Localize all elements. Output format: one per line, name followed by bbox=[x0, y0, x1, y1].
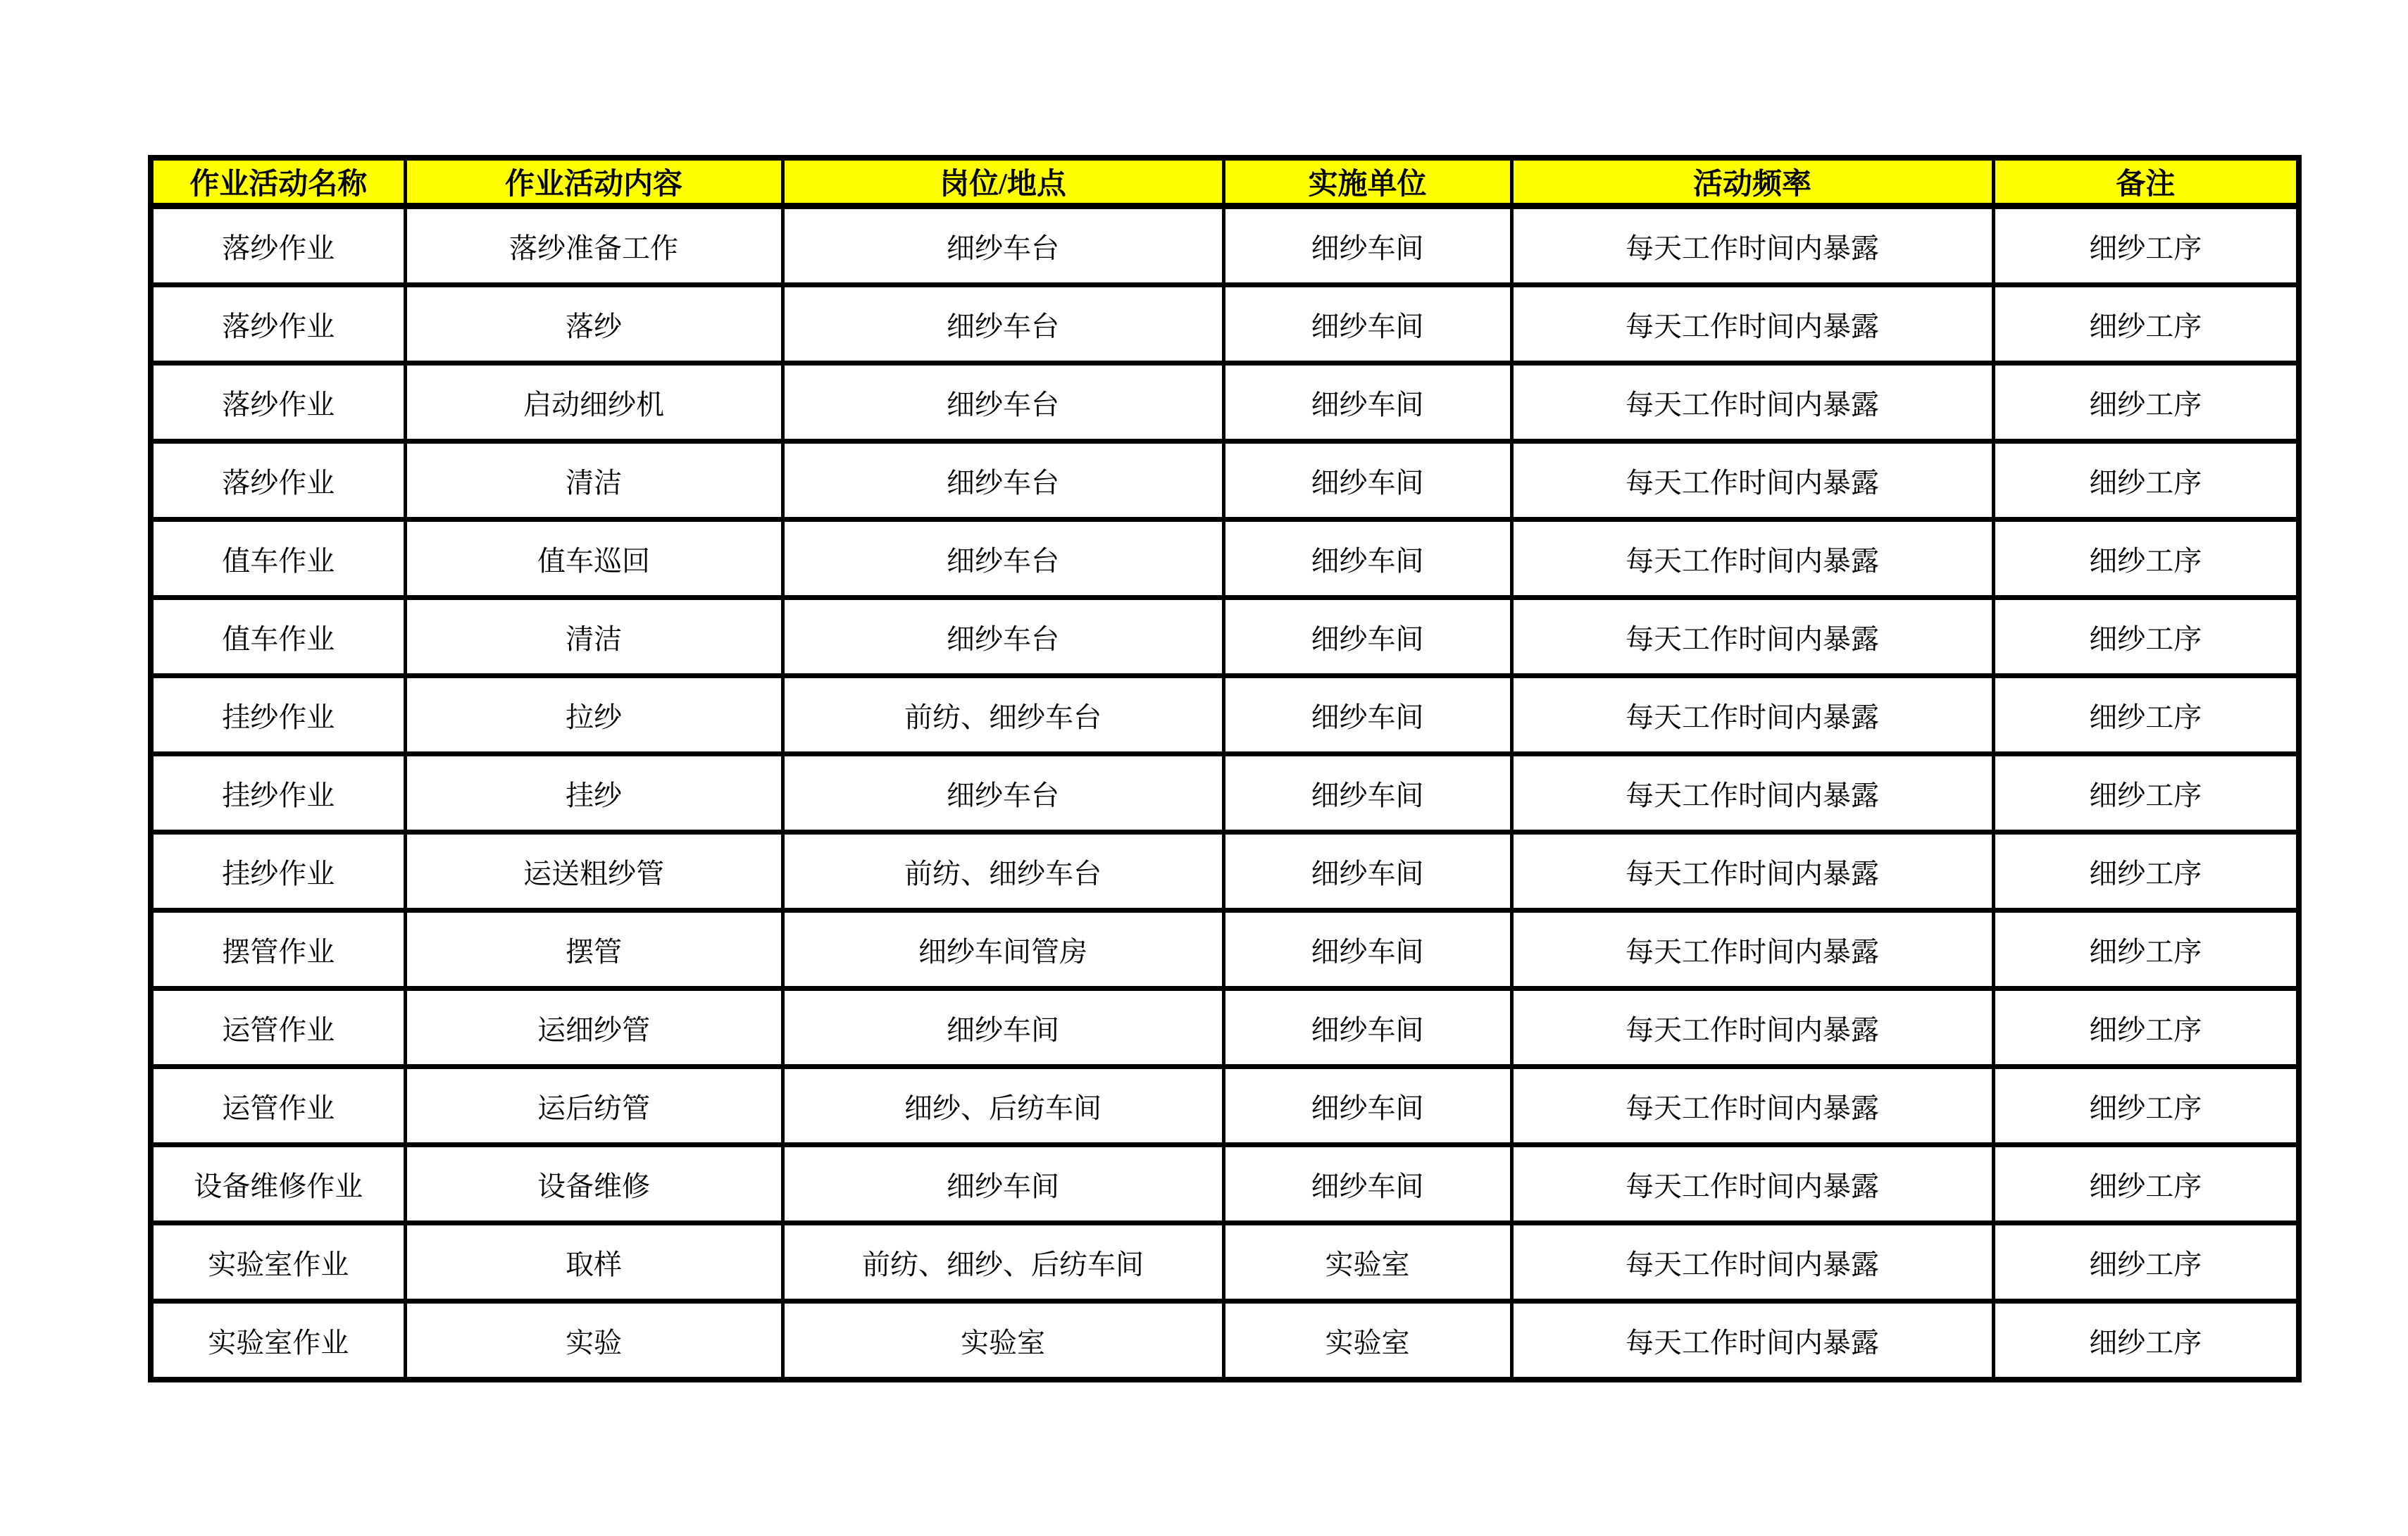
table-cell: 细纱车间 bbox=[782, 1145, 1223, 1223]
table-cell: 前纺、细纱、后纺车间 bbox=[782, 1223, 1223, 1301]
table-row bbox=[151, 598, 2299, 676]
table-cell: 细纱车间 bbox=[1223, 989, 1511, 1067]
table-cell: 每天工作时间内暴露 bbox=[1511, 1301, 1993, 1380]
header-row bbox=[151, 158, 2299, 206]
table-header bbox=[151, 158, 2299, 206]
table-cell: 细纱工序 bbox=[1993, 1145, 2299, 1223]
table-cell: 每天工作时间内暴露 bbox=[1511, 1067, 1993, 1145]
header-cell-col5: 活动频率 bbox=[1511, 158, 1993, 206]
table-cell: 细纱工序 bbox=[1993, 754, 2299, 832]
table-cell: 实验 bbox=[405, 1301, 782, 1380]
header-cell-col1: 作业活动名称 bbox=[151, 158, 405, 206]
table-cell: 细纱工序 bbox=[1993, 520, 2299, 598]
table-cell: 细纱工序 bbox=[1993, 285, 2299, 363]
table-cell: 每天工作时间内暴露 bbox=[1511, 676, 1993, 754]
table-cell: 细纱车间 bbox=[782, 989, 1223, 1067]
table-cell: 细纱车台 bbox=[782, 442, 1223, 520]
table-cell: 细纱工序 bbox=[1993, 989, 2299, 1067]
table-cell: 细纱车台 bbox=[782, 285, 1223, 363]
table-cell: 运管作业 bbox=[151, 1067, 405, 1145]
table-row bbox=[151, 911, 2299, 989]
table-cell: 细纱工序 bbox=[1993, 676, 2299, 754]
work-activity-table bbox=[148, 155, 2302, 1382]
table-cell: 细纱车间 bbox=[1223, 363, 1511, 442]
table-row bbox=[151, 363, 2299, 442]
table-cell: 实验室作业 bbox=[151, 1223, 405, 1301]
table-cell: 细纱工序 bbox=[1993, 1067, 2299, 1145]
table-cell: 设备维修作业 bbox=[151, 1145, 405, 1223]
work-activity-table-container bbox=[148, 155, 2302, 1382]
table-cell: 挂纱作业 bbox=[151, 832, 405, 911]
table-cell: 细纱工序 bbox=[1993, 911, 2299, 989]
table-cell: 运后纺管 bbox=[405, 1067, 782, 1145]
table-cell: 细纱车台 bbox=[782, 754, 1223, 832]
table-row bbox=[151, 754, 2299, 832]
table-row bbox=[151, 832, 2299, 911]
table-cell: 值车作业 bbox=[151, 598, 405, 676]
table-cell: 细纱车间管房 bbox=[782, 911, 1223, 989]
table-cell: 实验室 bbox=[1223, 1223, 1511, 1301]
table-cell: 落纱作业 bbox=[151, 285, 405, 363]
table-row bbox=[151, 1067, 2299, 1145]
table-cell: 落纱准备工作 bbox=[405, 206, 782, 285]
table-cell: 挂纱 bbox=[405, 754, 782, 832]
table-cell: 每天工作时间内暴露 bbox=[1511, 754, 1993, 832]
table-cell: 取样 bbox=[405, 1223, 782, 1301]
table-cell: 值车巡回 bbox=[405, 520, 782, 598]
table-cell: 细纱车间 bbox=[1223, 832, 1511, 911]
table-cell: 清洁 bbox=[405, 442, 782, 520]
header-cell-col6: 备注 bbox=[1993, 158, 2299, 206]
table-cell: 细纱车间 bbox=[1223, 754, 1511, 832]
table-cell: 运送粗纱管 bbox=[405, 832, 782, 911]
table-cell: 运管作业 bbox=[151, 989, 405, 1067]
table-cell: 每天工作时间内暴露 bbox=[1511, 989, 1993, 1067]
table-cell: 细纱工序 bbox=[1993, 1223, 2299, 1301]
table-row bbox=[151, 989, 2299, 1067]
table-cell: 挂纱作业 bbox=[151, 754, 405, 832]
table-cell: 细纱车间 bbox=[1223, 520, 1511, 598]
table-cell: 启动细纱机 bbox=[405, 363, 782, 442]
header-cell-col4: 实施单位 bbox=[1223, 158, 1511, 206]
table-cell: 摆管 bbox=[405, 911, 782, 989]
table-cell: 细纱车台 bbox=[782, 363, 1223, 442]
table-cell: 每天工作时间内暴露 bbox=[1511, 832, 1993, 911]
table-cell: 拉纱 bbox=[405, 676, 782, 754]
table-cell: 每天工作时间内暴露 bbox=[1511, 598, 1993, 676]
table-cell: 每天工作时间内暴露 bbox=[1511, 1223, 1993, 1301]
table-cell: 细纱车间 bbox=[1223, 285, 1511, 363]
table-cell: 落纱作业 bbox=[151, 206, 405, 285]
table-cell: 每天工作时间内暴露 bbox=[1511, 442, 1993, 520]
table-row bbox=[151, 442, 2299, 520]
table-cell: 细纱工序 bbox=[1993, 1301, 2299, 1380]
table-cell: 细纱车间 bbox=[1223, 676, 1511, 754]
table-cell: 细纱车间 bbox=[1223, 1145, 1511, 1223]
table-cell: 每天工作时间内暴露 bbox=[1511, 363, 1993, 442]
table-cell: 细纱车间 bbox=[1223, 598, 1511, 676]
table-row bbox=[151, 520, 2299, 598]
table-cell: 细纱车间 bbox=[1223, 442, 1511, 520]
table-cell: 实验室作业 bbox=[151, 1301, 405, 1380]
table-cell: 细纱车台 bbox=[782, 598, 1223, 676]
table-cell: 每天工作时间内暴露 bbox=[1511, 285, 1993, 363]
table-cell: 细纱车间 bbox=[1223, 1067, 1511, 1145]
table-row bbox=[151, 1145, 2299, 1223]
table-row bbox=[151, 676, 2299, 754]
table-cell: 细纱工序 bbox=[1993, 598, 2299, 676]
table-cell: 落纱 bbox=[405, 285, 782, 363]
table-cell: 细纱、后纺车间 bbox=[782, 1067, 1223, 1145]
table-cell: 细纱工序 bbox=[1993, 442, 2299, 520]
table-cell: 摆管作业 bbox=[151, 911, 405, 989]
table-cell: 细纱工序 bbox=[1993, 832, 2299, 911]
table-cell: 每天工作时间内暴露 bbox=[1511, 206, 1993, 285]
table-cell: 细纱车台 bbox=[782, 520, 1223, 598]
header-cell-col3: 岗位/地点 bbox=[782, 158, 1223, 206]
table-cell: 前纺、细纱车台 bbox=[782, 676, 1223, 754]
table-cell: 前纺、细纱车台 bbox=[782, 832, 1223, 911]
table-row bbox=[151, 1223, 2299, 1301]
table-row bbox=[151, 285, 2299, 363]
table-row bbox=[151, 1301, 2299, 1380]
table-cell: 设备维修 bbox=[405, 1145, 782, 1223]
table-body bbox=[151, 206, 2299, 1380]
table-row bbox=[151, 206, 2299, 285]
table-cell: 挂纱作业 bbox=[151, 676, 405, 754]
table-cell: 值车作业 bbox=[151, 520, 405, 598]
table-cell: 细纱车台 bbox=[782, 206, 1223, 285]
table-cell: 细纱车间 bbox=[1223, 911, 1511, 989]
table-cell: 每天工作时间内暴露 bbox=[1511, 520, 1993, 598]
table-cell: 落纱作业 bbox=[151, 363, 405, 442]
table-cell: 细纱车间 bbox=[1223, 206, 1511, 285]
table-cell: 实验室 bbox=[782, 1301, 1223, 1380]
table-cell: 清洁 bbox=[405, 598, 782, 676]
table-cell: 实验室 bbox=[1223, 1301, 1511, 1380]
header-cell-col2: 作业活动内容 bbox=[405, 158, 782, 206]
table-cell: 每天工作时间内暴露 bbox=[1511, 911, 1993, 989]
table-cell: 每天工作时间内暴露 bbox=[1511, 1145, 1993, 1223]
table-cell: 落纱作业 bbox=[151, 442, 405, 520]
table-cell: 运细纱管 bbox=[405, 989, 782, 1067]
table-cell: 细纱工序 bbox=[1993, 206, 2299, 285]
table-cell: 细纱工序 bbox=[1993, 363, 2299, 442]
